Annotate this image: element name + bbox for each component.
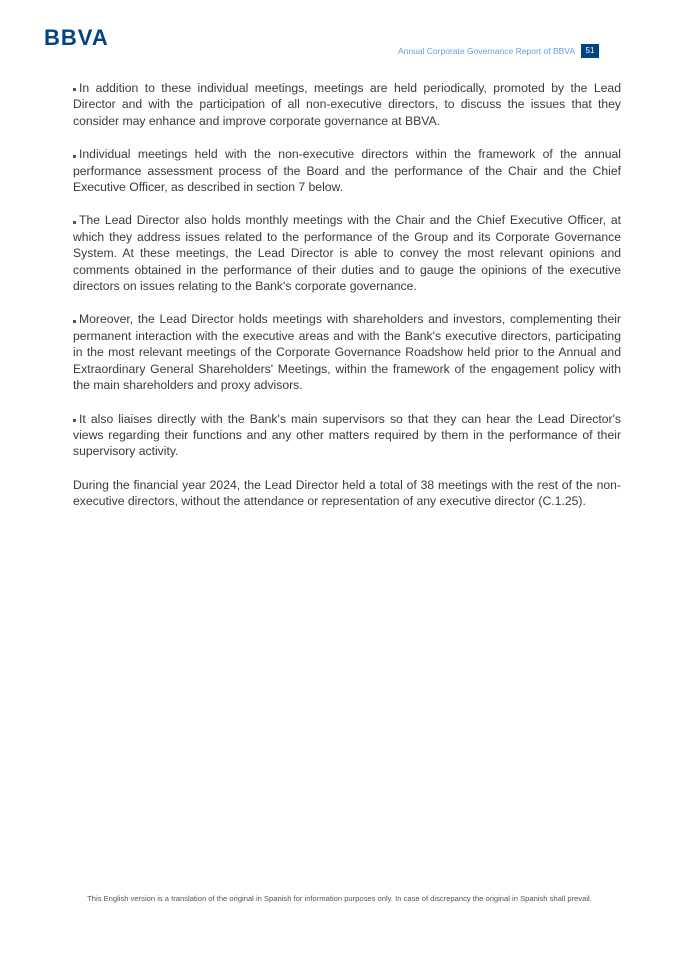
bullet-paragraph: [73, 80, 621, 129]
paragraph-text: Individual meetings held with the non-executive directors within the framework of the annual performance assessment process of the Board and the performance of the Chair and the Chief Executive Officer, as described in section 7 below.: [73, 147, 621, 195]
bullet-paragraph: [73, 212, 621, 294]
page-header: [398, 44, 599, 58]
main-content: [73, 80, 621, 527]
bullet-icon: [73, 88, 76, 91]
bullet-icon: [73, 320, 76, 323]
bullet-paragraph: [73, 311, 621, 393]
bullet-icon: [73, 221, 76, 224]
bbva-logo: [44, 26, 120, 48]
bullet-paragraph: [73, 146, 621, 195]
bullet-icon: [73, 419, 76, 422]
paragraph-text: In addition to these individual meetings, meetings are held periodically, promoted by the Lead Director and with the participation of all non-executive directors, to discuss the issues that they consider may enhance and improve corporate governance at BBVA.: [73, 81, 621, 128]
paragraph-text: It also liaises directly with the Bank's main supervisors so that they can hear the Lead Director's views regarding their functions and any other matters required by them in the performance of their supervisory activity.: [73, 411, 621, 459]
paragraph-text: Moreover, the Lead Director holds meetings with shareholders and investors, complementing their permanent interaction with the executive areas and with the Bank's executive directors, participating in the most relevant meetings of the Corporate Governance Roadshow held prior to the Annual and Extraordinary General Shareholders' Meetings, within the framework of the engagement policy with the main shareholders and proxy advisors.: [73, 312, 621, 393]
page-number-badge: 51: [581, 44, 599, 58]
footer-disclaimer: This English version is a translation of the original in Spanish for information purposes only. In case of discrepancy the original in Spanish shall prevail.: [87, 894, 592, 903]
bbva-logo-graphic: [44, 26, 120, 48]
summary-paragraph: During the financial year 2024, the Lead Director held a total of 38 meetings with the rest of the non-executive directors, without the attendance or representation of any executive director (C.1.25).: [73, 477, 621, 509]
paragraph-text: The Lead Director also holds monthly meetings with the Chair and the Chief Executive Officer, at which they address issues related to the performance of the Group and its Corporate Governance System. At these meetings, the Lead Director is able to convey the most relevant opinions and comments obtained in the performance of their duties and to gauge the opinions of the executive directors on issues relating to the Bank's corporate governance.: [73, 213, 621, 294]
bullet-paragraph: [73, 411, 621, 460]
bullet-icon: [73, 155, 76, 158]
bbva-logo-text: BBVA: [44, 26, 109, 48]
report-title: Annual Corporate Governance Report of BBVA: [397, 46, 575, 56]
